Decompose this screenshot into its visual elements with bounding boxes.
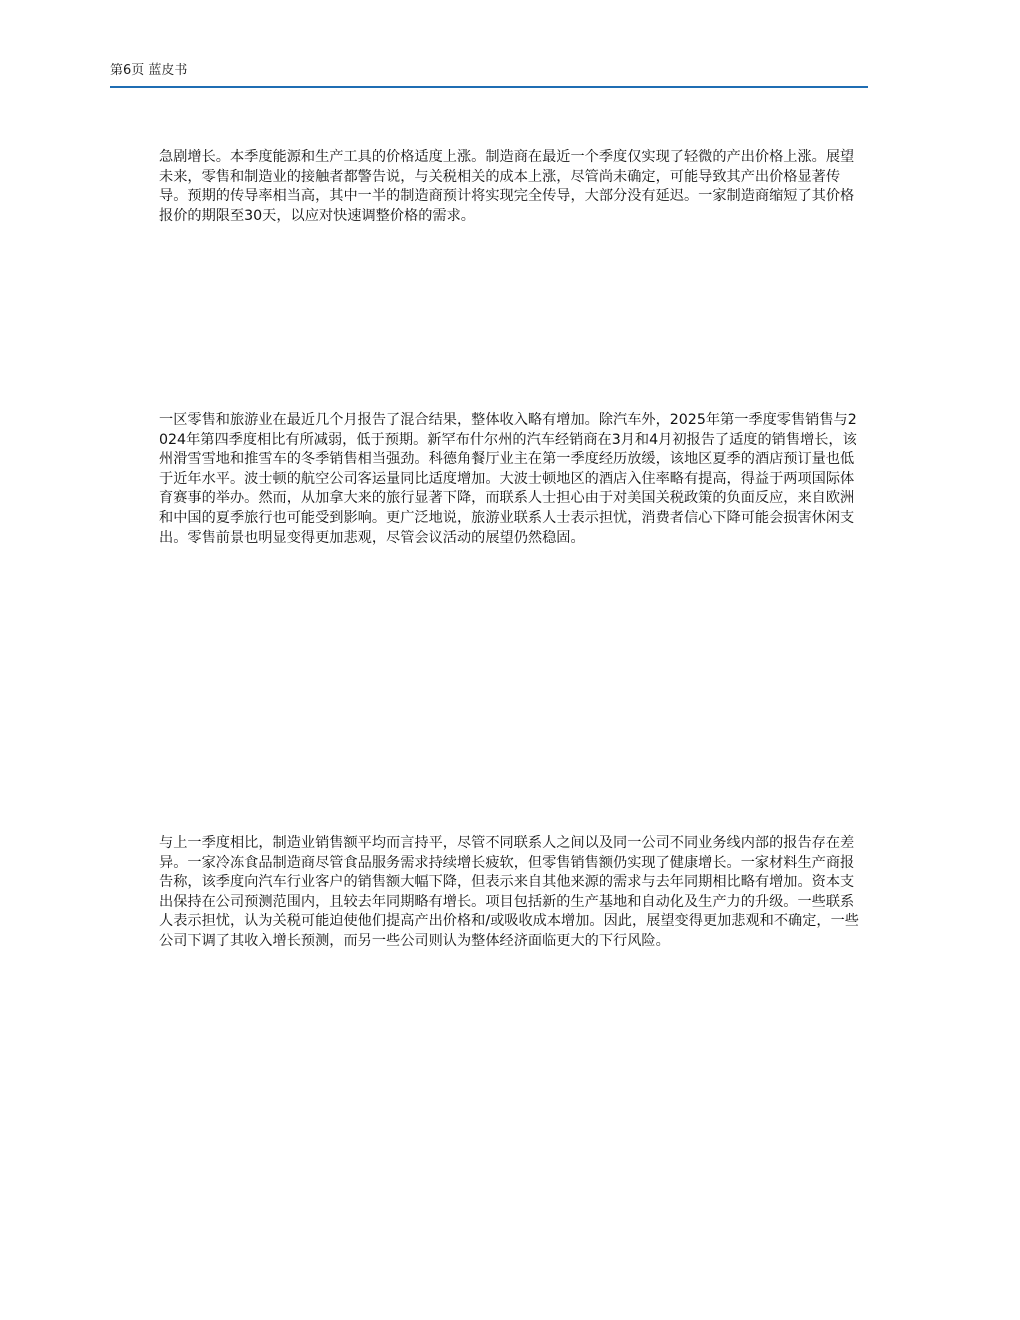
paragraph-manufacturing-sales: 与上一季度相比，制造业销售额平均而言持平，尽管不同联系人之间以及同一公司不同业务线内部的报告存在差异。一家冷冻食品制造商尽管食品服务需求持续增长疲软，但零售销售额仍实现了健康增长。一家材料生产商报告称，该季度向汽车行业客户的销售额大幅下降，但表示来自其他来源的需求与去年同期相比略有增加。资本支出保持在公司预测范围内，且较去年同期略有增长。项目包括新的生产基地和自动化及生产力的升级。一些联系人表示担忧，认为关税可能迫使他们提高产出价格和/或吸收成本增加。因此，展望变得更加悲观和不确定，一些公司下调了其收入增长预测，而另一些公司则认为整体经济面临更大的下行风险。 — [159, 835, 859, 949]
page-number-label: 第6页 蓝皮书 — [110, 63, 188, 78]
paragraph-retail-tourism: 一区零售和旅游业在最近几个月报告了混合结果，整体收入略有增加。除汽车外，2025年第一季度零售销售与2024年第四季度相比有所减弱，低于预期。新罕布什尔州的汽车经销商在3月和4月初报告了适度的销售增长，该州滑雪雪地和推雪车的冬季销售相当强劲。科德角餐厅业主在第一季度经历放缓，该地区夏季的酒店预订量也低于近年水平。波士顿的航空公司客运量同比适度增加。大波士顿地区的酒店入住率略有提高，得益于两项国际体育赛事的举办。然而，从加拿大来的旅行显著下降，而联系人士担心由于对美国关税政策的负面反应，来自欧洲和中国的夏季旅行也可能受到影响。更广泛地说，旅游业联系人士表示担忧，消费者信心下降可能会损害休闲支出。零售前景也明显变得更加悲观，尽管会议活动的展望仍然稳固。 — [159, 412, 857, 546]
header-rule — [110, 86, 868, 88]
paragraph-manufacturing-prices: 急剧增长。本季度能源和生产工具的价格适度上涨。制造商在最近一个季度仅实现了轻微的产出价格上涨。展望未来，零售和制造业的接触者都警告说，与关税相关的成本上涨，尽管尚未确定，可能导致其产出价格显著传导。预期的传导率相当高，其中一半的制造商预计将实现完全传导，大部分没有延迟。一家制造商缩短了其价格报价的期限至30天，以应对快速调整价格的需求。 — [159, 149, 855, 224]
page-header — [110, 62, 868, 90]
